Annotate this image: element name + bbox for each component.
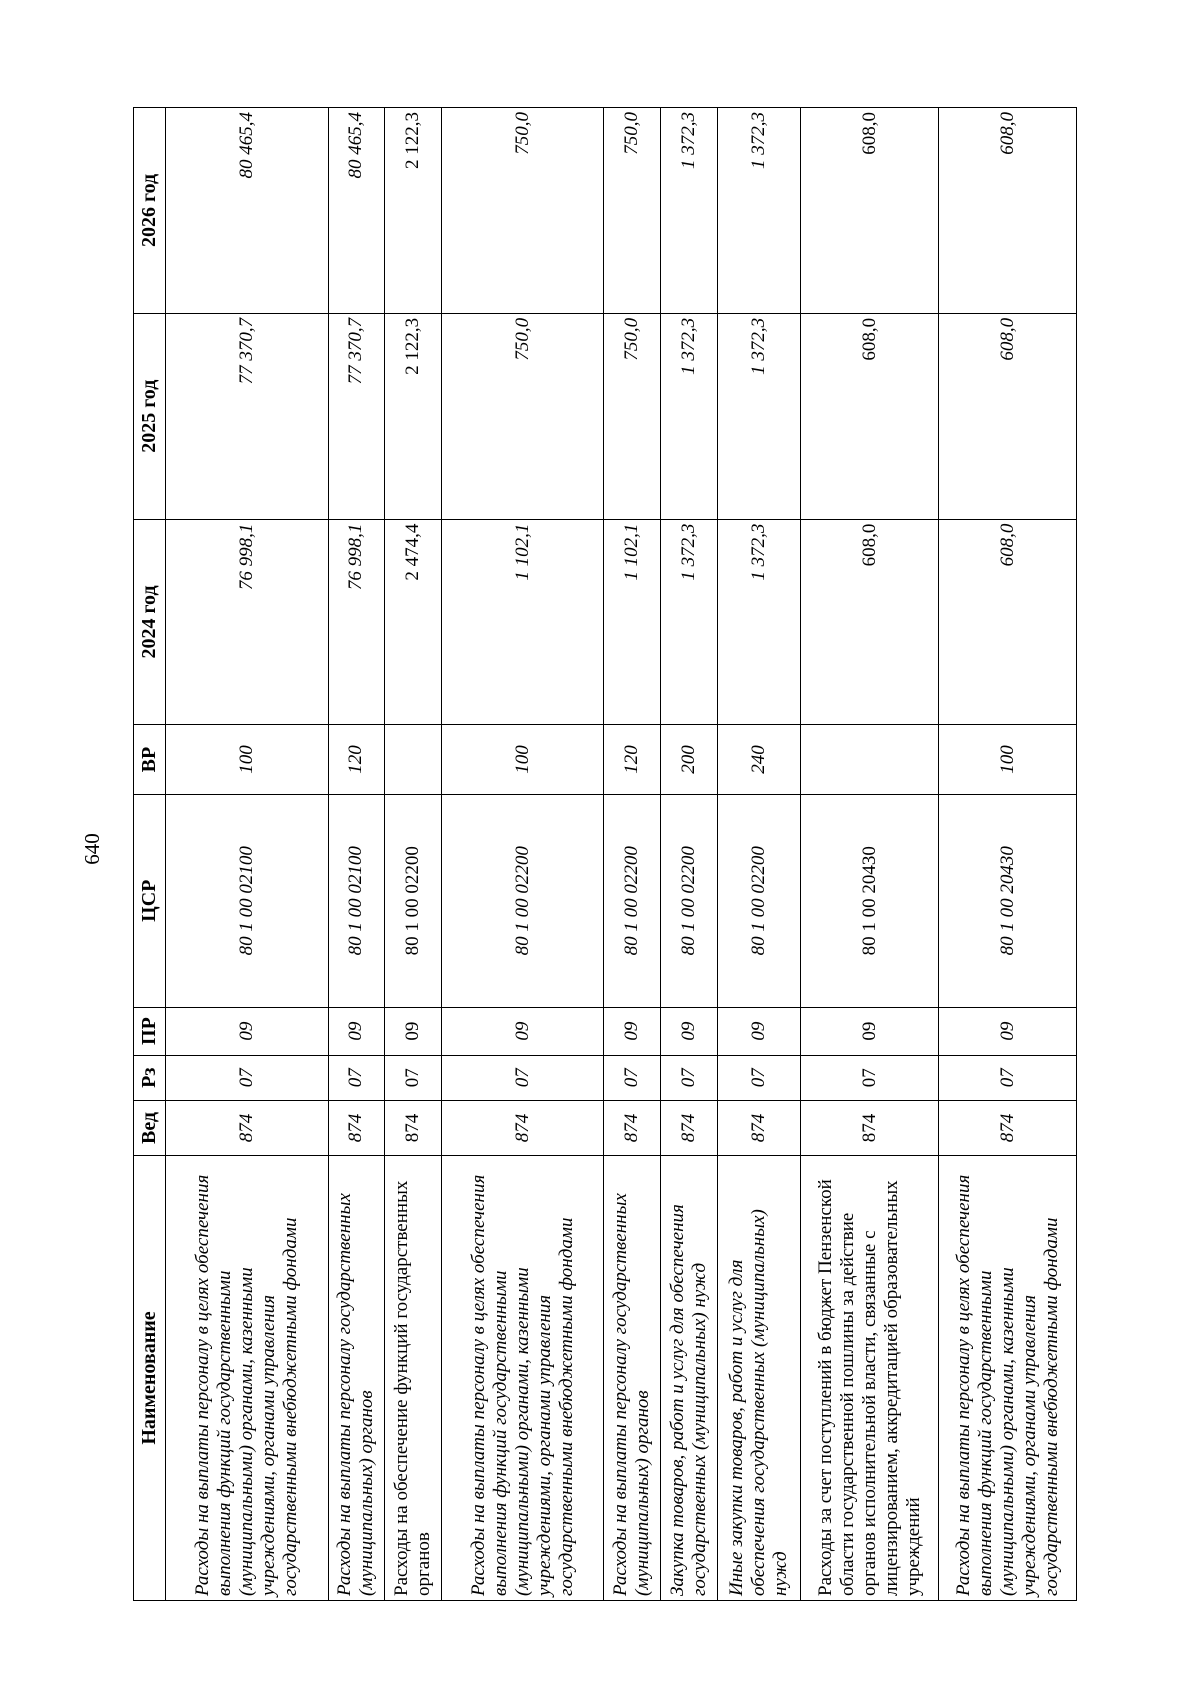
row-csr-cell: 80 1 00 20430 — [939, 794, 1077, 1007]
row-vr-cell — [801, 725, 939, 794]
row-2024-cell: 76 998,1 — [166, 519, 329, 725]
row-ved-cell: 874 — [385, 1100, 442, 1155]
row-2026-cell: 608,0 — [801, 108, 939, 314]
row-2026-cell: 80 465,4 — [328, 108, 385, 314]
row-rz-cell: 07 — [441, 1055, 604, 1100]
row-ved-cell: 874 — [717, 1100, 801, 1155]
row-pr-cell: 09 — [939, 1007, 1077, 1055]
header-2026: 2026 год — [134, 108, 166, 314]
row-2024-cell: 1 372,3 — [717, 519, 801, 725]
row-2025-cell: 608,0 — [801, 313, 939, 519]
row-ved-cell: 874 — [166, 1100, 329, 1155]
row-name-cell: Закупка товаров, работ и услуг для обеспечения государственных (муниципальных) нужд — [660, 1155, 717, 1600]
row-vr-cell: 120 — [604, 725, 661, 794]
header-vr: ВР — [134, 725, 166, 794]
row-rz-cell: 07 — [385, 1055, 442, 1100]
row-2025-cell: 77 370,7 — [166, 313, 329, 519]
row-2025-cell: 1 372,3 — [717, 313, 801, 519]
row-2024-cell: 1 372,3 — [660, 519, 717, 725]
table-row — [801, 108, 939, 1601]
table-row — [939, 108, 1077, 1601]
row-2026-cell: 750,0 — [441, 108, 604, 314]
row-ved-cell: 874 — [801, 1100, 939, 1155]
row-vr-cell: 120 — [328, 725, 385, 794]
row-name-cell: Расходы на выплаты персоналу в целях обеспечения выполнения функций государственными (муниципальными) органами, казенными учреждениями, органами управления государственными внебюджетными фондами — [441, 1155, 604, 1600]
row-csr-cell: 80 1 00 02200 — [385, 794, 442, 1007]
table-row — [166, 108, 329, 1601]
table-row — [385, 108, 442, 1601]
row-csr-cell: 80 1 00 20430 — [801, 794, 939, 1007]
row-2024-cell: 76 998,1 — [328, 519, 385, 725]
row-csr-cell: 80 1 00 02200 — [660, 794, 717, 1007]
row-pr-cell: 09 — [604, 1007, 661, 1055]
row-name-cell: Расходы за счет поступлений в бюджет Пензенской области государственной пошлины за действие органов исполнительной власти, связанные с лицензированием, аккредитацией образовательных учреждений — [801, 1155, 939, 1600]
header-row — [134, 108, 166, 1601]
row-name-cell: Иные закупки товаров, работ и услуг для обеспечения государственных (муниципальных) нужд — [717, 1155, 801, 1600]
row-2026-cell: 2 122,3 — [385, 108, 442, 314]
row-rz-cell: 07 — [801, 1055, 939, 1100]
row-ved-cell: 874 — [939, 1100, 1077, 1155]
row-2024-cell: 2 474,4 — [385, 519, 442, 725]
row-ved-cell: 874 — [604, 1100, 661, 1155]
row-rz-cell: 07 — [604, 1055, 661, 1100]
row-csr-cell: 80 1 00 02200 — [717, 794, 801, 1007]
row-csr-cell: 80 1 00 02200 — [441, 794, 604, 1007]
row-2026-cell: 750,0 — [604, 108, 661, 314]
row-2025-cell: 77 370,7 — [328, 313, 385, 519]
row-2026-cell: 1 372,3 — [717, 108, 801, 314]
row-pr-cell: 09 — [660, 1007, 717, 1055]
table-row — [441, 108, 604, 1601]
row-name-cell: Расходы на выплаты персоналу в целях обеспечения выполнения функций государственными (муниципальными) органами, казенными учреждениями, органами управления государственными внебюджетными фондами — [166, 1155, 329, 1600]
row-vr-cell: 200 — [660, 725, 717, 794]
row-csr-cell: 80 1 00 02100 — [328, 794, 385, 1007]
row-vr-cell: 100 — [939, 725, 1077, 794]
table-row — [717, 108, 801, 1601]
table-row — [604, 108, 661, 1601]
row-2024-cell: 1 102,1 — [604, 519, 661, 725]
row-ved-cell: 874 — [328, 1100, 385, 1155]
row-name-cell: Расходы на выплаты персоналу в целях обеспечения выполнения функций государственными (муниципальными) органами, казенными учреждениями, органами управления государственными внебюджетными фондами — [939, 1155, 1077, 1600]
row-2025-cell: 750,0 — [604, 313, 661, 519]
row-pr-cell: 09 — [801, 1007, 939, 1055]
header-rz: Рз — [134, 1055, 166, 1100]
row-pr-cell: 09 — [385, 1007, 442, 1055]
table-container — [133, 107, 1077, 1601]
row-rz-cell: 07 — [660, 1055, 717, 1100]
row-2025-cell: 1 372,3 — [660, 313, 717, 519]
row-pr-cell: 09 — [717, 1007, 801, 1055]
budget-table — [133, 107, 1077, 1601]
row-pr-cell: 09 — [166, 1007, 329, 1055]
row-vr-cell — [385, 725, 442, 794]
row-pr-cell: 09 — [328, 1007, 385, 1055]
row-2026-cell: 608,0 — [939, 108, 1077, 314]
row-name-cell: Расходы на обеспечение функций государственных органов — [385, 1155, 442, 1600]
row-vr-cell: 100 — [441, 725, 604, 794]
row-2024-cell: 608,0 — [939, 519, 1077, 725]
table-row — [660, 108, 717, 1601]
row-2024-cell: 1 102,1 — [441, 519, 604, 725]
header-csr: ЦСР — [134, 794, 166, 1007]
row-rz-cell: 07 — [166, 1055, 329, 1100]
row-2024-cell: 608,0 — [801, 519, 939, 725]
row-pr-cell: 09 — [441, 1007, 604, 1055]
row-rz-cell: 07 — [939, 1055, 1077, 1100]
row-vr-cell: 240 — [717, 725, 801, 794]
row-2026-cell: 1 372,3 — [660, 108, 717, 314]
row-2025-cell: 2 122,3 — [385, 313, 442, 519]
row-rz-cell: 07 — [717, 1055, 801, 1100]
row-ved-cell: 874 — [660, 1100, 717, 1155]
row-2025-cell: 750,0 — [441, 313, 604, 519]
header-ved: Вед — [134, 1100, 166, 1155]
row-2025-cell: 608,0 — [939, 313, 1077, 519]
table-row — [328, 108, 385, 1601]
row-2026-cell: 80 465,4 — [166, 108, 329, 314]
page-number: 640 — [80, 833, 104, 865]
row-ved-cell: 874 — [441, 1100, 604, 1155]
row-rz-cell: 07 — [328, 1055, 385, 1100]
header-2024: 2024 год — [134, 519, 166, 725]
row-csr-cell: 80 1 00 02200 — [604, 794, 661, 1007]
row-vr-cell: 100 — [166, 725, 329, 794]
header-2025: 2025 год — [134, 313, 166, 519]
header-pr: ПР — [134, 1007, 166, 1055]
row-name-cell: Расходы на выплаты персоналу государственных (муниципальных) органов — [604, 1155, 661, 1600]
row-csr-cell: 80 1 00 02100 — [166, 794, 329, 1007]
row-name-cell: Расходы на выплаты персоналу государственных (муниципальных) органов — [328, 1155, 385, 1600]
header-name: Наименование — [134, 1155, 166, 1600]
